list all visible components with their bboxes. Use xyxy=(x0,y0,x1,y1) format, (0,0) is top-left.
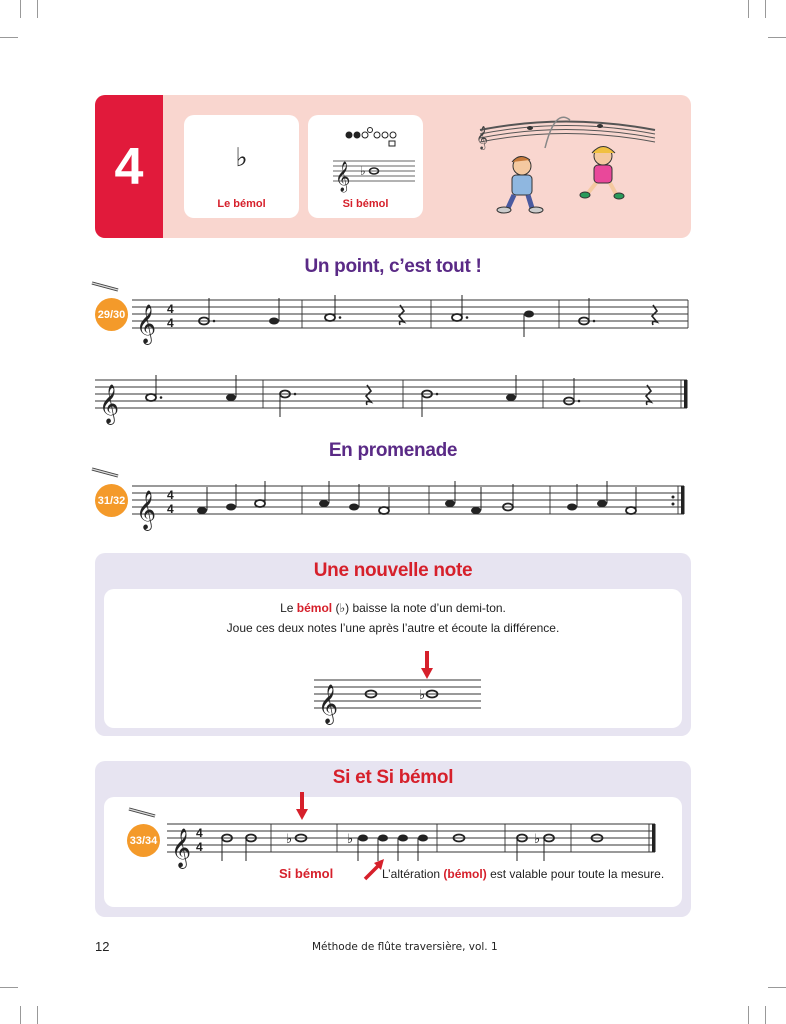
crop-mark xyxy=(765,1006,766,1024)
svg-text:𝄞: 𝄞 xyxy=(136,490,157,530)
time-sig-bottom: 4 xyxy=(196,840,203,854)
si-rule-text: L’altération (bémol) est valable pour toute la mesure. xyxy=(382,867,665,881)
crop-mark xyxy=(748,0,749,18)
crop-mark xyxy=(765,0,766,18)
svg-text:♭: ♭ xyxy=(286,832,293,847)
lesson-number: 4 xyxy=(95,95,163,238)
staff-system-3 xyxy=(132,481,692,531)
staff-system-1 xyxy=(132,295,692,345)
svg-text:♭: ♭ xyxy=(347,832,354,847)
b-flat-card xyxy=(308,115,423,218)
crop-mark xyxy=(37,1006,38,1024)
si-bemol-label: Si bémol xyxy=(279,866,334,881)
svg-text:𝄞: 𝄞 xyxy=(318,684,339,724)
page-number: 12 xyxy=(95,939,110,954)
down-arrow-icon xyxy=(296,792,308,822)
staff-system-2 xyxy=(95,375,695,425)
new-note-line1: Le bémol (♭) baisse la note d’un demi-ton. xyxy=(280,601,506,615)
flat-card-label: Le bémol xyxy=(217,198,266,210)
crop-mark xyxy=(20,1006,21,1024)
flute-icon xyxy=(90,279,120,293)
flute-icon xyxy=(127,805,157,819)
comparison-staff xyxy=(314,675,494,724)
crop-mark xyxy=(37,0,38,18)
track-badge: 31/32 xyxy=(95,484,128,517)
track-badge: 29/30 xyxy=(95,298,128,331)
svg-text:𝄞: 𝄞 xyxy=(171,828,192,868)
flat-symbol-card xyxy=(184,115,299,218)
b-flat-staff xyxy=(333,153,433,193)
svg-text:𝄞: 𝄞 xyxy=(136,304,157,344)
time-sig-top: 4 xyxy=(167,302,174,316)
crop-mark xyxy=(0,987,18,988)
svg-text:♭: ♭ xyxy=(534,832,541,847)
time-sig-top: 4 xyxy=(167,488,174,502)
piece2-title: En promenade xyxy=(328,440,458,461)
svg-text:𝄞: 𝄞 xyxy=(99,384,120,424)
time-sig-top: 4 xyxy=(196,826,203,840)
crop-mark xyxy=(748,1006,749,1024)
time-sig-bottom: 4 xyxy=(167,502,174,516)
si-title: Si et Si bémol xyxy=(332,767,454,788)
piece1-title: Un point, c’est tout ! xyxy=(304,256,482,277)
svg-text:𝄞: 𝄞 xyxy=(476,125,488,149)
track-badge: 33/34 xyxy=(127,824,160,857)
b-flat-card-label: Si bémol xyxy=(342,198,389,210)
crop-mark xyxy=(20,0,21,18)
new-note-title: Une nouvelle note xyxy=(313,560,473,581)
svg-text:♭: ♭ xyxy=(419,688,426,703)
crop-mark xyxy=(0,37,18,38)
bemol-highlight: (bémol) xyxy=(443,867,487,881)
crop-mark xyxy=(768,987,786,988)
staff-system-4 xyxy=(167,819,667,869)
svg-text:♭: ♭ xyxy=(360,164,366,178)
new-note-line2: Joue ces deux notes l’une après l’autre et écoute la différence. xyxy=(226,621,560,635)
bemol-highlight: bémol xyxy=(296,601,333,615)
time-sig-bottom: 4 xyxy=(167,316,174,330)
book-title: Méthode de flûte traversière, vol. 1 xyxy=(312,941,498,953)
flute-icon xyxy=(90,465,120,479)
flat-symbol: ♭ xyxy=(235,143,248,173)
crop-mark xyxy=(768,37,786,38)
children-illustration xyxy=(470,108,670,223)
svg-text:𝄞: 𝄞 xyxy=(335,162,351,192)
